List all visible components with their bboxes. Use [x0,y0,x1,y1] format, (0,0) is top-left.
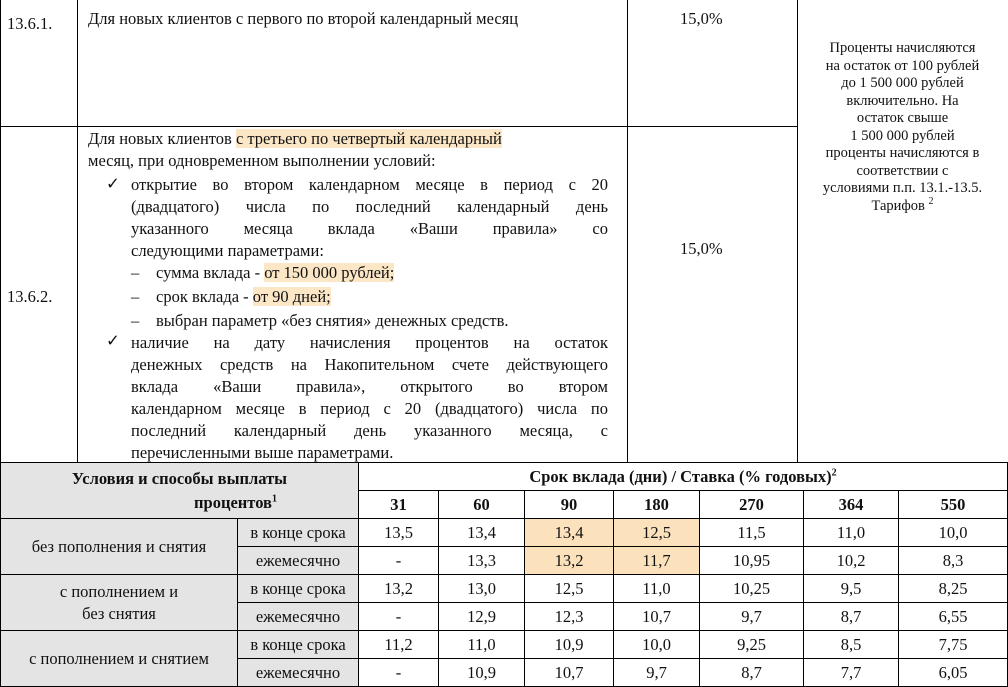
term-90: 90 [525,491,614,519]
term-31: 31 [359,491,439,519]
rate-cell: 8,25 [899,575,1008,603]
row-rate-13-6-2: 15,0% [680,239,723,258]
row2-intro-highlight: с третьего по четвертый календарный [235,129,502,148]
top-table-border-col2 [627,0,628,462]
check2-line-4: календарном месяце в период с 20 (двадцатого) числа по [131,399,608,418]
rate-cell: 13,4 [439,519,525,547]
row2-intro-line2: месяц, при одновременном выполнении условий: [88,151,436,170]
term-60: 60 [439,491,525,519]
group-no-replenish-no-withdraw: без пополнения и снятия [1,519,238,575]
rate-table-header-row [1,463,1008,491]
rate-cell-highlighted: 13,4 [525,519,614,547]
rate-cell: 9,7 [700,603,804,631]
rate-cell: 10,95 [700,547,804,575]
top-table-border-left [0,0,1,462]
rate-cell: 11,2 [359,631,439,659]
group-replenish-no-withdraw [1,575,238,631]
check1-line-3: указанного месяца вклада «Ваши правила» со [131,219,608,238]
payout-label: в конце срока [238,631,359,659]
check2-line-2: денежных средств на Накопительном счете действующего [131,355,608,374]
check-mark-icon: ✓ [106,174,120,193]
rate-cell: 9,7 [614,659,700,687]
header-term-rate-text: Срок вклада (дни) / Ставка (% годовых) [529,466,832,486]
note-line: 1 500 000 рублей [850,127,955,144]
note-line: соответствии с [856,162,949,179]
rate-cell: 8,7 [700,659,804,687]
header-conditions-line1: Условия и способы выплаты [71,468,288,488]
rate-cell: 12,9 [439,603,525,631]
header-conditions-line2-text: процентов [194,492,272,512]
note-tariffs: Тарифов [871,197,925,214]
rate-cell: 8,7 [804,603,899,631]
payout-label: в конце срока [238,519,359,547]
rate-cell: - [359,603,439,631]
rate-cell: - [359,547,439,575]
table-row [1,519,1008,547]
rate-cell: 6,55 [899,603,1008,631]
dash-item-term-prefix: срок вклада - [156,287,253,306]
check2-line-6: перечисленными выше параметрами. [131,443,394,462]
payout-label: в конце срока [238,575,359,603]
row-number-13-6-2: 13.6.2. [7,287,53,306]
rate-cell: 10,7 [525,659,614,687]
group-name-line2: без снятия [82,603,156,623]
top-table-row-divider [0,126,797,127]
row-number-13-6-1: 13.6.1. [7,14,53,33]
rate-table [0,462,1008,687]
group-name-line1: с пополнением и [59,581,179,601]
rate-cell-highlighted: 11,7 [614,547,700,575]
rate-cell: 7,75 [899,631,1008,659]
check1-line-4: следующими параметрами: [131,241,324,260]
row2-intro-prefix: Для новых клиентов [88,129,236,148]
rate-cell: 13,2 [359,575,439,603]
check-mark-icon: ✓ [106,331,120,350]
check2-line-5: последний календарный день указанного месяца, с [131,421,608,440]
rate-cell: 6,05 [899,659,1008,687]
rate-cell: 10,9 [439,659,525,687]
dash-item-term [156,287,331,307]
note-footnote-ref: 2 [928,195,934,207]
rate-cell: 8,5 [804,631,899,659]
interest-note [800,40,1005,215]
header-conditions-line2 [1,491,358,515]
rate-cell: 10,0 [899,519,1008,547]
note-line: до 1 500 000 рублей [841,75,964,91]
rate-cell: 10,7 [614,603,700,631]
check1-line-1: открытие во втором календарном месяце в период с 20 [131,175,608,194]
term-364: 364 [804,491,899,519]
rate-cell: 11,5 [700,519,804,547]
rate-cell-highlighted: 12,5 [614,519,700,547]
note-line: проценты начисляются в [825,145,980,161]
rate-cell: 13,3 [439,547,525,575]
rate-cell: 13,0 [439,575,525,603]
rate-cell: 12,3 [525,603,614,631]
rate-cell: - [359,659,439,687]
header-term-rate-footnote: 2 [831,467,837,478]
header-conditions [1,463,359,519]
dash-item-no-withdrawal: выбран параметр «без снятия» денежных средств. [156,311,509,330]
rate-cell: 10,25 [700,575,804,603]
rate-cell: 12,5 [525,575,614,603]
dash-item-term-highlight: от 90 дней; [252,287,331,306]
rate-cell: 10,0 [614,631,700,659]
check1-line-2: (двадцатого) числа по последний календарный день [131,197,608,216]
dash-item-amount-highlight: от 150 000 рублей; [264,263,395,282]
rate-cell: 11,0 [614,575,700,603]
note-line: включительно. На [846,92,959,109]
rate-cell: 9,5 [804,575,899,603]
note-line: условиями п.п. 13.1.-13.5. [822,180,983,196]
row-rate-13-6-1: 15,0% [680,9,723,28]
check2-line-1: наличие на дату начисления процентов на остаток [131,333,608,352]
top-table-border-col1 [77,0,78,462]
term-180: 180 [614,491,700,519]
table-row [1,631,1008,659]
rate-cell: 10,9 [525,631,614,659]
dash-mark-icon: – [131,311,140,330]
dash-item-amount [156,263,394,283]
rate-cell: 11,0 [804,519,899,547]
header-term-rate [359,463,1008,491]
top-table-border-col3 [797,0,798,462]
dash-item-amount-prefix: сумма вклада - [156,263,265,282]
term-270: 270 [700,491,804,519]
note-line: на остаток от 100 рублей [825,57,980,74]
dash-mark-icon: – [131,263,140,282]
note-line-last [800,195,1005,216]
group-replenish-and-withdraw: с пополнением и снятием [1,631,238,687]
term-550: 550 [899,491,1008,519]
row-description-13-6-1: Для новых клиентов с первого по второй календарный месяц [88,9,519,28]
payout-label: ежемесячно [238,659,359,687]
header-conditions-footnote: 1 [271,493,277,504]
rate-cell: 9,25 [700,631,804,659]
check2-line-3: вклада «Ваши правила», открытого во втором [131,377,608,396]
rate-cell: 11,0 [439,631,525,659]
rate-cell: 8,3 [899,547,1008,575]
payout-label: ежемесячно [238,547,359,575]
row2-intro-line1 [88,129,502,149]
rate-cell: 7,7 [804,659,899,687]
payout-label: ежемесячно [238,603,359,631]
rate-cell: 10,2 [804,547,899,575]
dash-mark-icon: – [131,287,140,306]
note-line: остаток свыше [856,110,949,126]
rate-cell: 13,5 [359,519,439,547]
rate-cell-highlighted: 13,2 [525,547,614,575]
note-line: Проценты начисляются [829,40,976,56]
table-row [1,575,1008,603]
